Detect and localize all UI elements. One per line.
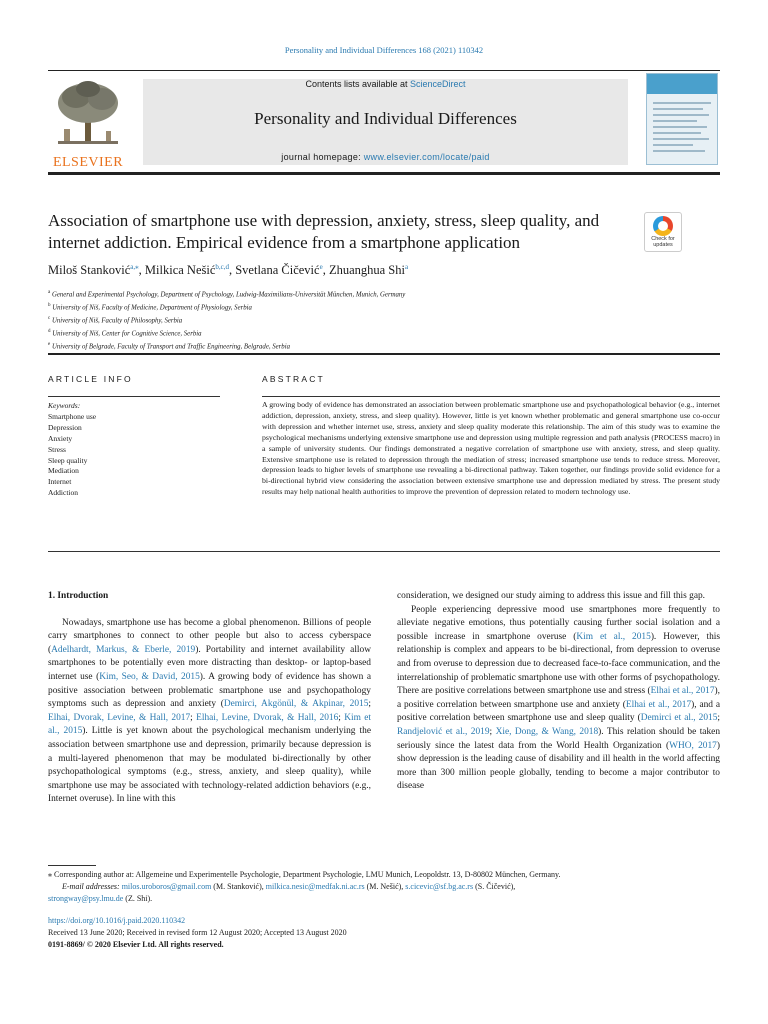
doi-link[interactable]: https://doi.org/10.1016/j.paid.2020.110342 [48, 916, 186, 925]
copyright-line: 0191-8869/ © 2020 Elsevier Ltd. All rights reserved. [48, 940, 224, 949]
keyword-item: Depression [48, 422, 82, 432]
keyword-item: Internet [48, 477, 72, 487]
author-list: Miloš Stanković$^{a,⁎}$, Milkica Nešić$^{b,c,d}$, Svetlana Čičević$^e$, Zhuanghua Shi$^a$ [48, 263, 409, 278]
body-text: ). Little is yet known about the psychological mechanism underlying the association between smartphone use and depression, primarily because depression is a multi-layered phenomenon that may be modulated bi-directionally by other psychopathological symptoms (e.g., stress, anxiety, and sleep quality), while smartphone use may be associated with technology-related addiction behaviors (e.g., Internet overuse). In line with this [48, 726, 371, 805]
body-text: ; [717, 713, 721, 724]
keyword-item: Sleep quality [48, 455, 88, 465]
body-column-right [397, 590, 720, 794]
citation-link[interactable]: Randjelović et al., 2019 [397, 726, 490, 737]
author-name[interactable]: Zhuanghua Shi [328, 263, 405, 278]
author-affiliation-mark[interactable]: a,⁎ [130, 263, 139, 271]
email-link[interactable]: milkica.nesic@medfak.ni.ac.rs [265, 882, 365, 891]
journal-cover-thumbnail[interactable] [646, 73, 718, 165]
body-paragraph: consideration, we designed our study aiming to address this issue and fill this gap. [397, 591, 706, 601]
body-text: ; [338, 712, 345, 723]
contents-line: Contents lists available at ScienceDirect [305, 79, 466, 89]
crossmark-icon [653, 216, 673, 236]
header-divider [48, 172, 720, 175]
affiliations-divider [48, 353, 720, 355]
affiliation-item: $^c$ University of Niš, Faculty of Philosophy, Serbia [48, 315, 183, 325]
citation-link[interactable]: Elhai, Dvorak, Levine, & Hall, 2017 [48, 712, 191, 723]
article-info-divider [48, 396, 220, 397]
email-addresses-continued: strongway@psy.lmu.de (Z. Shi). [48, 894, 153, 903]
body-text: ), a positive correlation between smartphone use and anxiety ( [397, 686, 720, 710]
citation-link[interactable]: Xie, Dong, & Wang, 2018 [495, 726, 599, 737]
check-for-updates-badge[interactable] [644, 212, 682, 252]
elsevier-tree-logo [48, 77, 128, 170]
affiliation-item: $^b$ University of Niš, Faculty of Medicine, Department of Physiology, Serbia [48, 302, 252, 312]
affiliations [48, 288, 648, 353]
abstract-text: A growing body of evidence has demonstrated an association between problematic smartphone use and psychopathological behavior (e.g., internet addiction, depression, anxiety, stress, and sleep quality). However, little is yet known whether problematic and general smartphone use co-occur with depression and whether internet use, stress, anxiety and sleep quality moderate this relationship. The aim of this study was to examine the psychological mechanisms underlying extensive smartphone use and depression using multiple regression and path analysis (PROCESS macro) in a sample of university students. Our findings demonstrated a negative correlation of smartphone use with anxiety, stress, and sleep quality. Extensive smartphone use is related to depression through the mediation of stress; increased smartphone use tends to reduce stress. Moreover, depression leads to higher levels of smartphone use revealing a bi-directional pathway. Taken together, our findings provide solid evidence for a bi-directional hybrid view considering the association between extensive smartphone use and depression mediated by stress. The present study results may help national health authorities to improve the prevention of depression related to modern technology use. [262, 400, 720, 497]
citation-link[interactable]: WHO, 2017 [669, 740, 717, 751]
body-text: ), and a positive correlation between smartphone use and sleep quality ( [397, 699, 720, 724]
journal-homepage: journal homepage: www.elsevier.com/locate/paid [281, 152, 490, 162]
body-text: ). Portability and internet availability allow smartphones to be potentially even more distracting than desktop- or laptop-based internet use ( [48, 644, 371, 682]
keyword-item: Mediation [48, 466, 79, 476]
body-column-left [48, 590, 371, 807]
citation-link[interactable]: Elhai, Levine, Dvorak, & Hall, 2016 [196, 712, 339, 723]
body-text: ; [190, 712, 197, 723]
citation-link[interactable]: Demirci, Akgönül, & Akpinar, 2015 [223, 699, 369, 710]
crossmark-label: Check for updates [651, 236, 675, 248]
elsevier-wordmark: ELSEVIER [52, 155, 124, 170]
citation-link[interactable]: Elhai et al., 2017 [650, 686, 715, 697]
body-paragraph [48, 617, 371, 807]
abstract-divider [262, 396, 720, 397]
journal-header [48, 70, 720, 170]
journal-info-box [143, 79, 628, 165]
email-addresses: E-mail addresses: milos.uroboros@gmail.com (M. Stanković), milkica.nesic@medfak.ni.ac.rs (M. Nešić), s.cicevic@sf.bg.ac.rs (S. Čičević), [62, 882, 516, 891]
keyword-item: Smartphone use [48, 411, 97, 421]
article-title: Association of smartphone use with depression, anxiety, stress, sleep quality, and internet addiction. Empirical evidence from a smartphone application [48, 211, 600, 252]
citation-link[interactable]: Demirci et al., 2015 [640, 713, 718, 724]
body-text: ). This relation should be taken seriously since the latest data from the World Health Organization ( [397, 726, 721, 751]
journal-reference-link[interactable]: Personality and Individual Differences 168 (2021) 110342 [284, 45, 484, 55]
keywords-label: Keywords: [48, 401, 81, 410]
body-text: ). However, this relationship is complex and appears to be bi-directional, from depression to overuse and from overuse to depression due to decreased face-to-face communication, and the interrelationship of problematic smartphone use with other forms of psychopathology. There are positive correlations between smartphone use and stress ( [397, 631, 721, 697]
email-link[interactable]: s.cicevic@sf.bg.ac.rs [405, 882, 474, 891]
section-title: 1. Introduction [48, 591, 109, 601]
author-name[interactable]: Svetlana Čičević [235, 263, 320, 278]
email-link[interactable]: strongway@psy.lmu.de [48, 894, 124, 903]
citation-link[interactable]: Elhai et al., 2017 [625, 699, 692, 710]
email-link[interactable]: milos.uroboros@gmail.com [121, 882, 212, 891]
author-affiliation-mark[interactable]: a [405, 263, 409, 271]
affiliation-item: $^e$ University of Belgrade, Faculty of Transport and Traffic Engineering, Belgrade, Serbia [48, 341, 290, 351]
citation-link[interactable]: Kim et al., 2015 [576, 631, 651, 642]
journal-title: Personality and Individual Differences [254, 109, 517, 128]
article-dates: Received 13 June 2020; Received in revised form 12 August 2020; Accepted 13 August 2020 [48, 928, 347, 937]
abstract-heading: ABSTRACT [262, 374, 325, 384]
footnote-divider [48, 865, 96, 866]
keyword-item: Stress [48, 444, 66, 454]
affiliation-item: $^a$ General and Experimental Psychology, Department of Psychology, Ludwig-Maximilians-Universität München, Munich, Germany [48, 290, 406, 299]
keyword-item: Addiction [48, 488, 78, 498]
footnotes [48, 869, 720, 905]
keyword-item: Anxiety [48, 433, 73, 443]
body-text: Nowadays, smartphone use has become a global phenomenon. Billions of people carry smartphones to connect to other people but also to access cyberspace ( [48, 617, 371, 655]
corresponding-author-note: ⁎ Corresponding author at: Allgemeine und Experimentelle Psychologie, Department Psychologie, LMU Munich, Leopoldstr. 13, D-80802 München, Germany. [48, 870, 561, 879]
body-text: People experiencing depressive mood use smartphones more frequently to alleviate negative emotions, thus potentially causing further social isolation and a possible increase in smartphone overuse ( [397, 604, 720, 642]
body-text: ; [489, 726, 496, 737]
author-name[interactable]: Miloš Stanković [48, 263, 131, 278]
abstract-bottom-divider [48, 551, 720, 552]
author-affiliation-mark[interactable]: b,c,d [215, 263, 229, 271]
body-paragraph [397, 604, 720, 794]
keywords-block [48, 401, 220, 499]
author-name[interactable]: Milkica Nešić [144, 263, 216, 278]
citation-link[interactable]: Kim et al., 2015 [48, 712, 372, 737]
citation-link[interactable]: Kim, Seo, & David, 2015 [99, 671, 200, 682]
body-text: ) show depression is the leading cause of disability and ill health in the world affecting more than 300 million people globally, tending to become a major contributor to disease [397, 740, 720, 792]
author-affiliation-mark[interactable]: e [319, 263, 323, 271]
body-text: ; [368, 699, 371, 710]
publication-info [48, 915, 720, 951]
body-text: ). A growing body of evidence has shown a positive association between problematic smartphone use and psychopathology symptoms such as depression and anxiety ( [48, 671, 371, 710]
affiliation-item: $^d$ University of Niš, Center for Cognitive Science, Serbia [48, 328, 202, 338]
article-info-heading: ARTICLE INFO [48, 374, 133, 384]
homepage-link[interactable]: www.elsevier.com/locate/paid [363, 152, 490, 162]
sciencedirect-link[interactable]: ScienceDirect [410, 79, 466, 89]
citation-link[interactable]: Adelhardt, Markus, & Eberle, 2019 [51, 644, 196, 655]
